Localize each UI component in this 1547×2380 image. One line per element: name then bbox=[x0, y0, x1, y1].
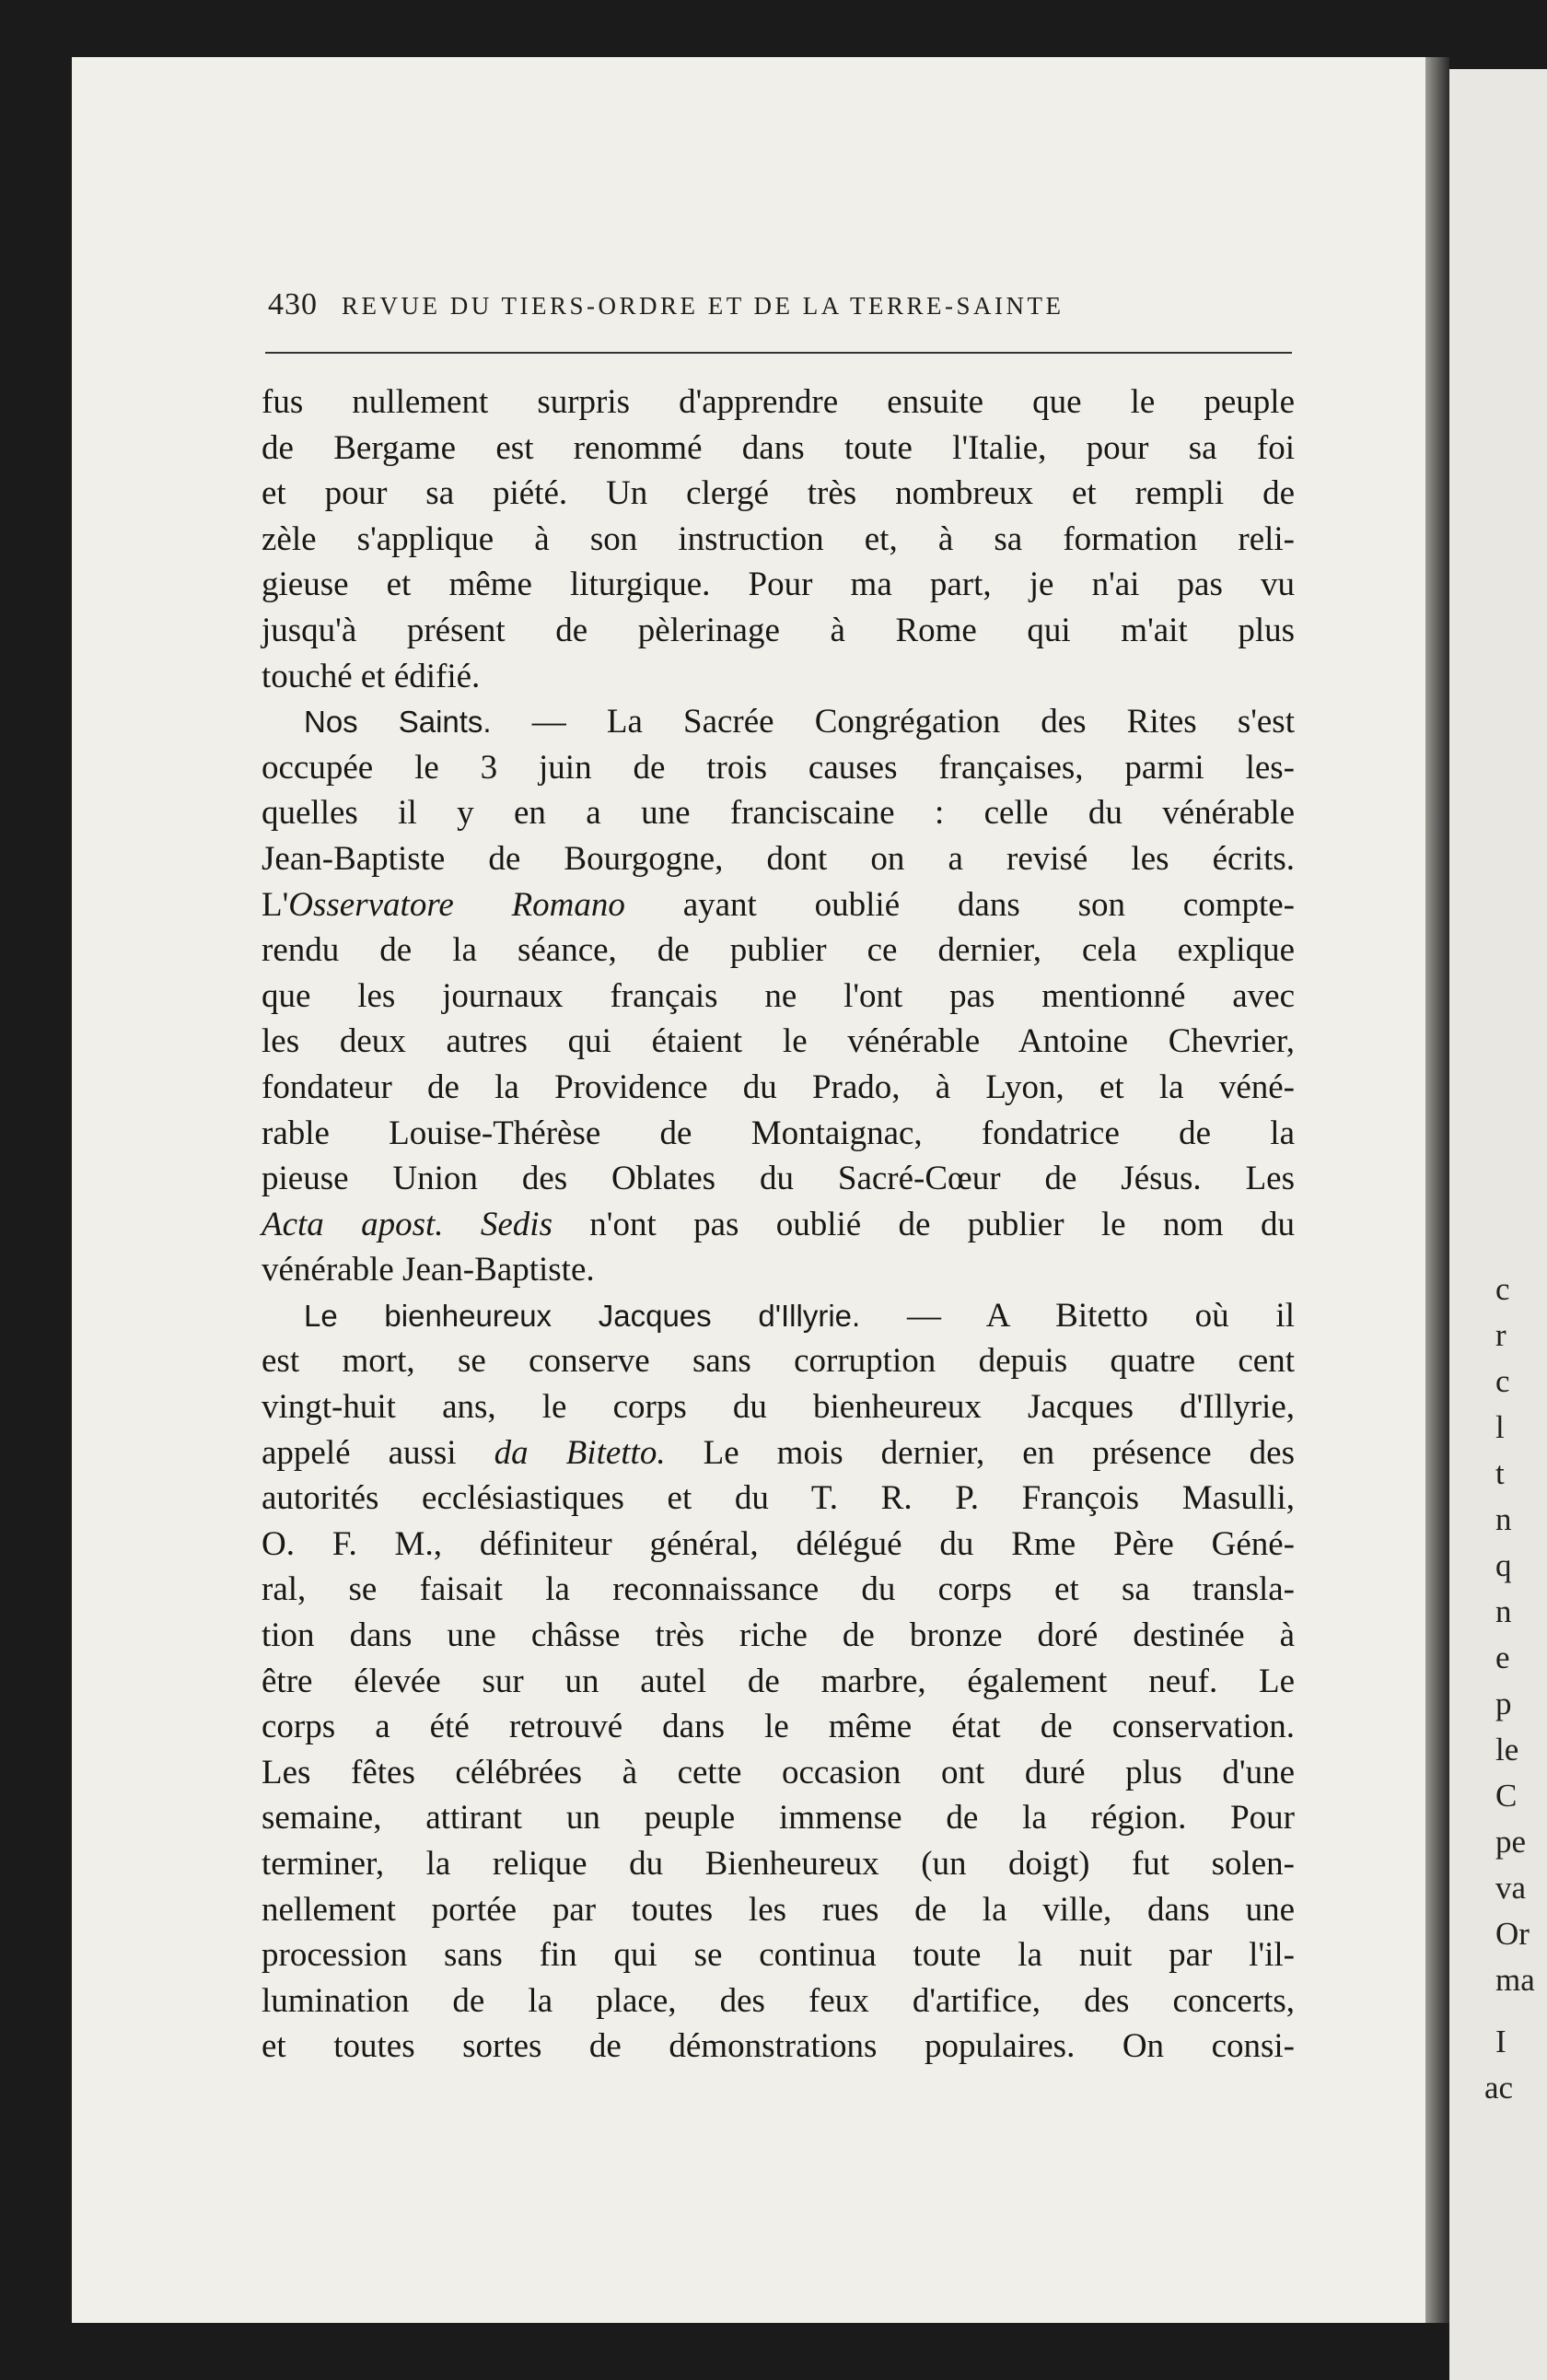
adjacent-fragment: p bbox=[1495, 1686, 1512, 1721]
text-line: terminer, la relique du Bienheureux (un doigt) fut solen- bbox=[262, 1845, 1295, 1883]
text-line: et toutes sortes de démonstrations populaires. On consi- bbox=[262, 2027, 1295, 2066]
adjacent-fragment: n bbox=[1495, 1593, 1512, 1629]
text-line: vénérable Jean-Baptiste. bbox=[262, 1251, 595, 1289]
text-line: Nos Saints. — La Sacrée Congrégation des Rites s'est bbox=[304, 703, 1295, 741]
text-line: nellement portée par toutes les rues de la ville, dans une bbox=[262, 1890, 1295, 1929]
text-line: autorités ecclésiastiques et du T. R. P. François Masulli, bbox=[262, 1479, 1295, 1518]
adjacent-fragment: pe bbox=[1495, 1824, 1527, 1860]
text-line: de Bergame est renommé dans toute l'Italie, pour sa foi bbox=[262, 428, 1295, 467]
adjacent-fragment: r bbox=[1495, 1317, 1506, 1353]
text-line: rable Louise-Thérèse de Montaignac, fondatrice de la bbox=[262, 1114, 1295, 1152]
adjacent-fragment: t bbox=[1495, 1455, 1505, 1491]
adjacent-fragment: Or bbox=[1495, 1916, 1530, 1952]
text-line: que les journaux français ne l'ont pas mentionné avec bbox=[262, 976, 1295, 1015]
text-line: pieuse Union des Oblates du Sacré-Cœur de Jésus. Les bbox=[262, 1160, 1295, 1198]
text-line: Le bienheureux Jacques d'Illyrie. — A Bitetto où il bbox=[304, 1296, 1295, 1335]
text-line: procession sans fin qui se continua toute la nuit par l'il- bbox=[262, 1936, 1295, 1975]
adjacent-fragment: e bbox=[1495, 1639, 1510, 1675]
text-line: fondateur de la Providence du Prado, à Lyon, et la véné- bbox=[262, 1068, 1295, 1106]
text-line: ral, se faisait la reconnaissance du corps et sa transla- bbox=[262, 1570, 1295, 1609]
text-line: semaine, attirant un peuple immense de la région. Pour bbox=[262, 1799, 1295, 1838]
text-line: lumination de la place, des feux d'artifice, des concerts, bbox=[262, 1981, 1295, 2020]
adjacent-fragment: le bbox=[1495, 1732, 1519, 1768]
text-line: tion dans une châsse très riche de bronze doré destinée à bbox=[262, 1616, 1295, 1655]
adjacent-fragment: I bbox=[1495, 2024, 1506, 2059]
body-text bbox=[262, 379, 1295, 2070]
italic-title: da Bitetto. bbox=[494, 1433, 666, 1472]
text-line: touché et édifié. bbox=[262, 657, 481, 695]
text-line: Jean-Baptiste de Bourgogne, dont on a revisé les écrits. bbox=[262, 839, 1295, 878]
adjacent-fragment: ac bbox=[1484, 2070, 1514, 2106]
running-header bbox=[268, 287, 1290, 322]
text-line: gieuse et même liturgique. Pour ma part, je n'ai pas vu bbox=[262, 566, 1295, 604]
adjacent-fragment: c bbox=[1495, 1363, 1510, 1399]
text-line: Les fêtes célébrées à cette occasion ont duré plus d'une bbox=[262, 1753, 1295, 1791]
text-line: occupée le 3 juin de trois causes françaises, parmi les- bbox=[262, 748, 1295, 787]
text-line: être élevée sur un autel de marbre, également neuf. Le bbox=[262, 1662, 1295, 1700]
adjacent-fragment: c bbox=[1495, 1271, 1510, 1307]
running-title: REVUE DU TIERS-ORDRE ET DE LA TERRE-SAINTE bbox=[342, 292, 1064, 320]
text-line: et pour sa piété. Un clergé très nombreux et rempli de bbox=[262, 474, 1295, 513]
page-number: 430 bbox=[268, 287, 318, 321]
text-line: corps a été retrouvé dans le même état de conservation. bbox=[262, 1708, 1295, 1746]
text-line: O. F. M., définiteur général, délégué du Rme Père Géné- bbox=[262, 1524, 1295, 1563]
text-line: rendu de la séance, de publier ce dernier, cela explique bbox=[262, 931, 1295, 970]
adjacent-page-edge bbox=[1449, 69, 1547, 2380]
text-line: appelé aussi da Bitetto. Le mois dernier, en présence des bbox=[262, 1433, 1295, 1472]
adjacent-fragment: l bbox=[1495, 1409, 1505, 1445]
adjacent-fragment: n bbox=[1495, 1501, 1512, 1537]
text-line: Acta apost. Sedis n'ont pas oublié de publier le nom du bbox=[262, 1205, 1295, 1243]
italic-title: Osservatore Romano bbox=[288, 885, 625, 924]
adjacent-fragment: q bbox=[1495, 1547, 1512, 1583]
adjacent-fragment: ma bbox=[1495, 1962, 1535, 1998]
text-line: vingt-huit ans, le corps du bienheureux Jacques d'Illyrie, bbox=[262, 1388, 1295, 1427]
section-heading-nos-saints: Nos Saints. bbox=[304, 705, 492, 740]
adjacent-fragment: C bbox=[1495, 1778, 1518, 1814]
text-line: fus nullement surpris d'apprendre ensuite que le peuple bbox=[262, 383, 1295, 421]
text-line: les deux autres qui étaient le vénérable Antoine Chevrier, bbox=[262, 1022, 1295, 1061]
text-line: zèle s'applique à son instruction et, à sa formation reli- bbox=[262, 519, 1295, 558]
italic-title: Acta apost. Sedis bbox=[262, 1205, 552, 1243]
text-line: L'Osservatore Romano ayant oublié dans son compte- bbox=[262, 885, 1295, 924]
section-heading-jacques: Le bienheureux Jacques d'Illyrie. bbox=[304, 1298, 861, 1333]
text-line: jusqu'à présent de pèlerinage à Rome qui m'ait plus bbox=[262, 611, 1295, 649]
header-rule bbox=[265, 352, 1292, 354]
gutter-shadow bbox=[1425, 57, 1449, 2323]
text-line: est mort, se conserve sans corruption depuis quatre cent bbox=[262, 1342, 1295, 1381]
text-line: quelles il y en a une franciscaine : celle du vénérable bbox=[262, 794, 1295, 833]
adjacent-fragment: va bbox=[1495, 1870, 1527, 1906]
